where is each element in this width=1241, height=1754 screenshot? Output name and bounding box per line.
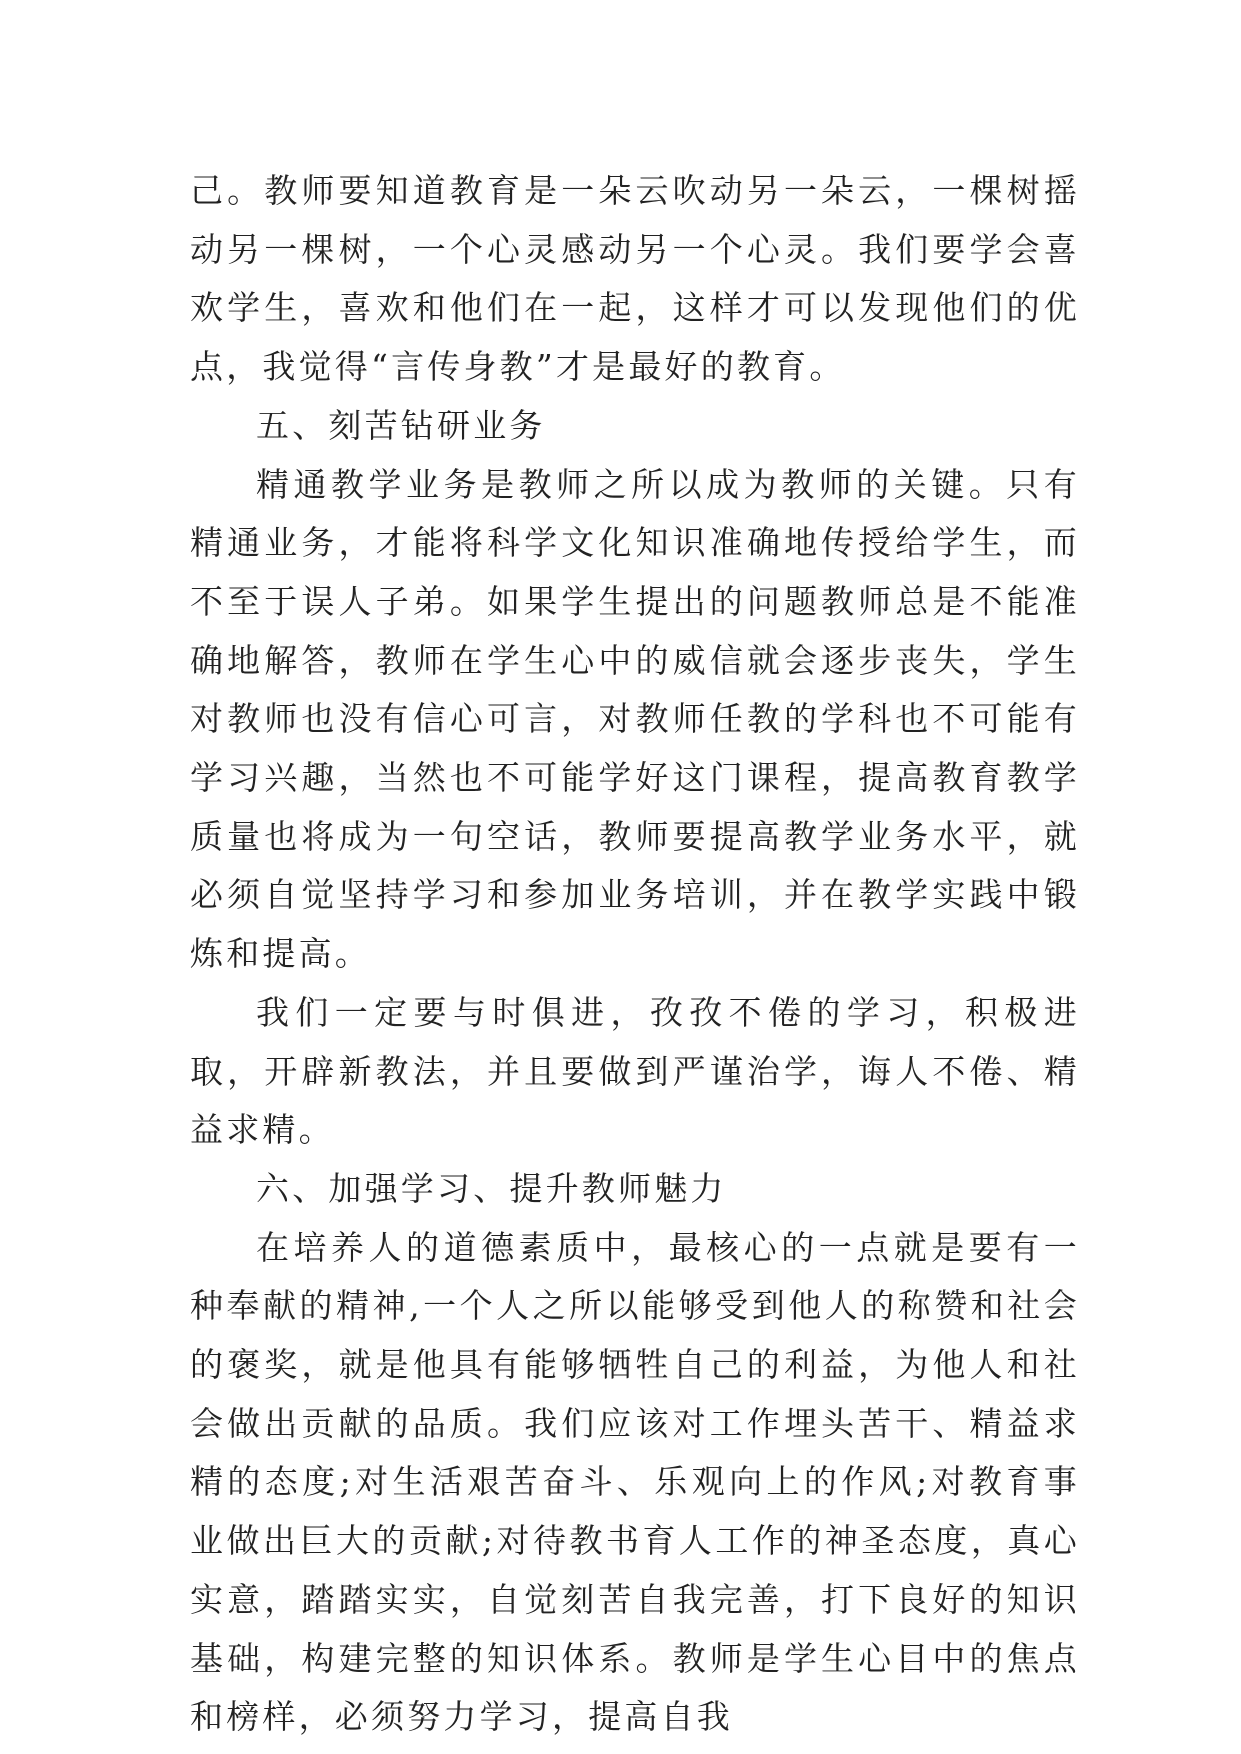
paragraph-dedication: 在培养人的道德素质中，最核心的一点就是要有一种奉献的精神,一个人之所以能够受到他人的称赞和社会的褒奖，就是他具有能够牺牲自己的利益，为他人和社会做出贡献的品质。我们应该对工作埋头苦干、精益求精的态度;对生活艰苦奋斗、乐观向上的作风;对教育事业做出巨大的贡献;对待教书育人工作的神圣态度，真心实意，踏踏实实，自觉刻苦自我完善，打下良好的知识基础，构建完整的知识体系。教师是学生心目中的焦点和榜样，必须努力学习，提高自我 [190, 1227, 1080, 1737]
document-body [190, 162, 1080, 1747]
paragraph-business-mastery: 精通教学业务是教师之所以成为教师的关键。只有精通业务，才能将科学文化知识准确地传授给学生，而不至于误人子弟。如果学生提出的问题教师总是不能准确地解答，教师在学生心中的威信就会逐步丧失，学生对教师也没有信心可言，对教师任教的学科也不可能有学习兴趣，当然也不可能学好这门课程，提高教育教学质量也将成为一句空话，教师要提高教学业务水平，就必须自觉坚持学习和参加业务培训，并在教学实践中锻炼和提高。 [190, 464, 1080, 974]
paragraph-continuation: 己。教师要知道教育是一朵云吹动另一朵云，一棵树摇动另一棵树，一个心灵感动另一个心灵。我们要学会喜欢学生，喜欢和他们在一起，这样才可以发现他们的优点，我觉得“言传身教”才是最好的教育。 [190, 171, 1080, 387]
section-heading-6: 六、加强学习、提升教师魅力 [256, 1168, 727, 1208]
paragraph-keep-pace: 我们一定要与时俱进，孜孜不倦的学习，积极进取，开辟新教法，并且要做到严谨治学，诲人不倦、精益求精。 [190, 992, 1080, 1150]
section-heading-5: 五、刻苦钻研业务 [256, 405, 546, 445]
